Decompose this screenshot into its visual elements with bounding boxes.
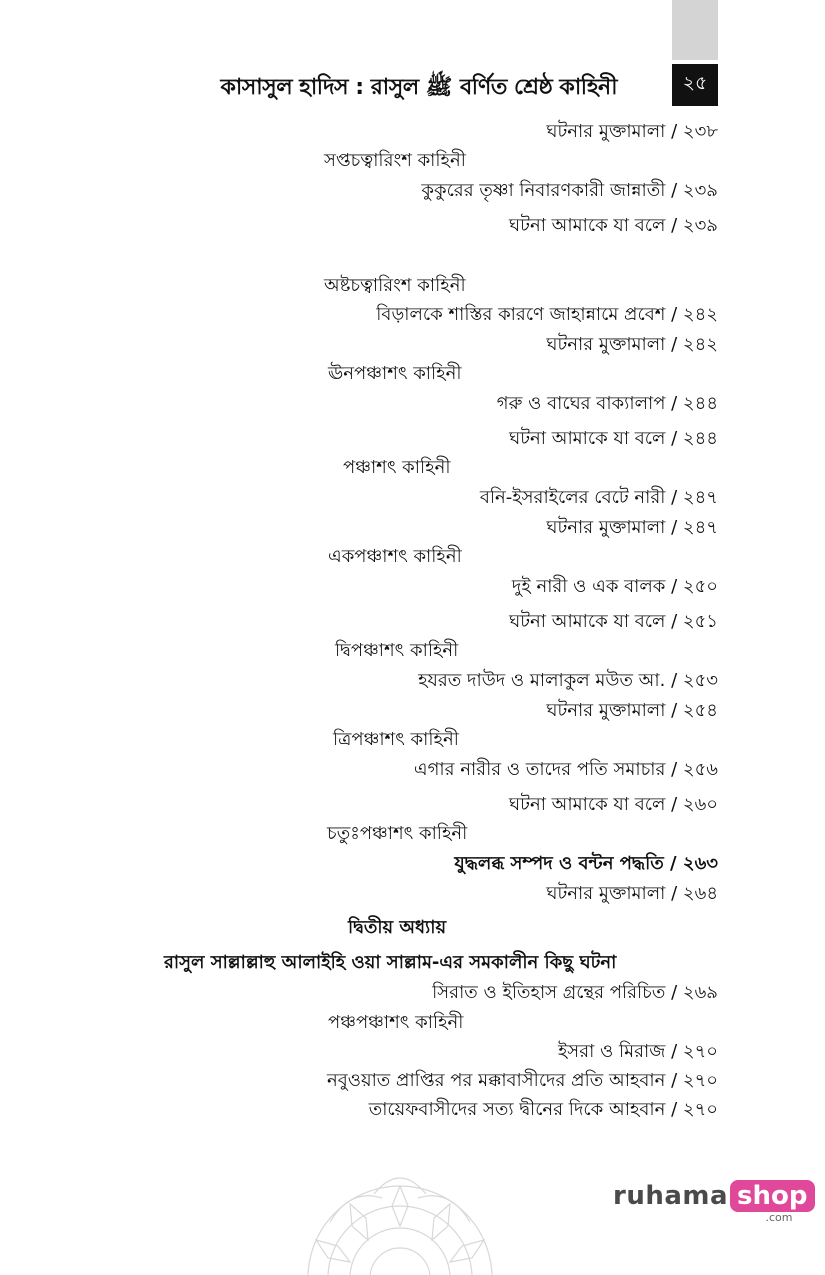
toc-item: ঘটনা আমাকে যা বলে / ২৪৪: [509, 428, 718, 449]
toc-item: ঘটনা আমাকে যা বলে / ২৬০: [509, 794, 718, 815]
mandala-ornament-icon: [290, 1158, 510, 1275]
logo-domain-text: .com: [765, 1211, 793, 1224]
toc-item: ঘটনার মুক্তামালা / ২৫৪: [546, 700, 718, 721]
toc-item: ঘটনার মুক্তামালা / ২৩৮: [546, 121, 718, 142]
toc-item: ঘটনার মুক্তামালা / ২৪২: [546, 334, 718, 355]
toc-item: ঘটনার মুক্তামালা / ২৬৪: [546, 883, 718, 904]
toc-item: ইসরা ও মিরাজ / ২৭০: [557, 1041, 718, 1062]
page-edge-tab: [672, 0, 718, 60]
chapter-heading: দ্বিতীয় অধ্যায়: [348, 917, 447, 938]
toc-item: গরু ও বাঘের বাক্যালাপ / ২৪৪: [496, 393, 718, 414]
chapter-title: রাসুল সাল্লাল্লাহু আলাইহি ওয়া সাল্লাম-এর সমকালীন কিছু ঘটনা: [164, 952, 617, 973]
toc-item: বিড়ালকে শাস্তির কারণে জাহান্নামে প্রবেশ / ২৪২: [376, 304, 718, 325]
toc-section-heading: ত্রিপঞ্চাশৎ কাহিনী: [333, 729, 459, 750]
toc-item: নবুওয়াত প্রাপ্তির পর মক্কাবাসীদের প্রতি আহবান / ২৭০: [326, 1070, 718, 1091]
toc-section-heading: চতুঃপঞ্চাশৎ কাহিনী: [327, 823, 468, 844]
logo-ruhama-text: ruhama: [613, 1181, 729, 1211]
toc-section-heading: অষ্টচত্বারিংশ কাহিনী: [324, 275, 466, 296]
toc-item: সিরাত ও ইতিহাস গ্রন্থের পরিচিত / ২৬৯: [432, 982, 718, 1003]
page-number: ২৫: [672, 64, 718, 106]
toc-item: দুই নারী ও এক বালক / ২৫০: [511, 576, 718, 597]
running-title: কাসাসুল হাদিস : রাসুল ﷺ বর্ণিত শ্রেষ্ঠ কাহিনী: [220, 75, 617, 100]
toc-item: বনি-ইসরাইলের বেটে নারী / ২৪৭: [479, 487, 718, 508]
toc-item: ঘটনা আমাকে যা বলে / ২৫১: [509, 611, 718, 632]
logo-shop-badge: shop: [730, 1180, 814, 1212]
toc-section-heading: দ্বিপঞ্চাশৎ কাহিনী: [335, 640, 459, 661]
toc-section-heading: পঞ্চপঞ্চাশৎ কাহিনী: [328, 1012, 464, 1033]
toc-item: যুদ্ধলব্ধ সম্পদ ও বন্টন পদ্ধতি / ২৬৩: [454, 853, 718, 874]
toc-section-heading: ঊনপঞ্চাশৎ কাহিনী: [328, 363, 462, 384]
toc-item: ঘটনার মুক্তামালা / ২৪৭: [546, 517, 718, 538]
toc-section-heading: একপঞ্চাশৎ কাহিনী: [328, 546, 462, 567]
ruhama-shop-logo: [613, 1176, 815, 1224]
toc-item: তায়েফবাসীদের সত্য দ্বীনের দিকে আহবান / ২৭০: [368, 1099, 718, 1120]
toc-section-heading: সপ্তচত্বারিংশ কাহিনী: [324, 150, 466, 171]
toc-item: ঘটনা আমাকে যা বলে / ২৩৯: [509, 215, 718, 236]
toc-item: হযরত দাউদ ও মালাকুল মউত আ. / ২৫৩: [418, 670, 718, 691]
toc-item: এগার নারীর ও তাদের পতি সমাচার / ২৫৬: [413, 759, 718, 780]
toc-item: কুকুরের তৃষ্ণা নিবারণকারী জান্নাতী / ২৩৯: [421, 180, 718, 201]
toc-section-heading: পঞ্চাশৎ কাহিনী: [343, 457, 451, 478]
